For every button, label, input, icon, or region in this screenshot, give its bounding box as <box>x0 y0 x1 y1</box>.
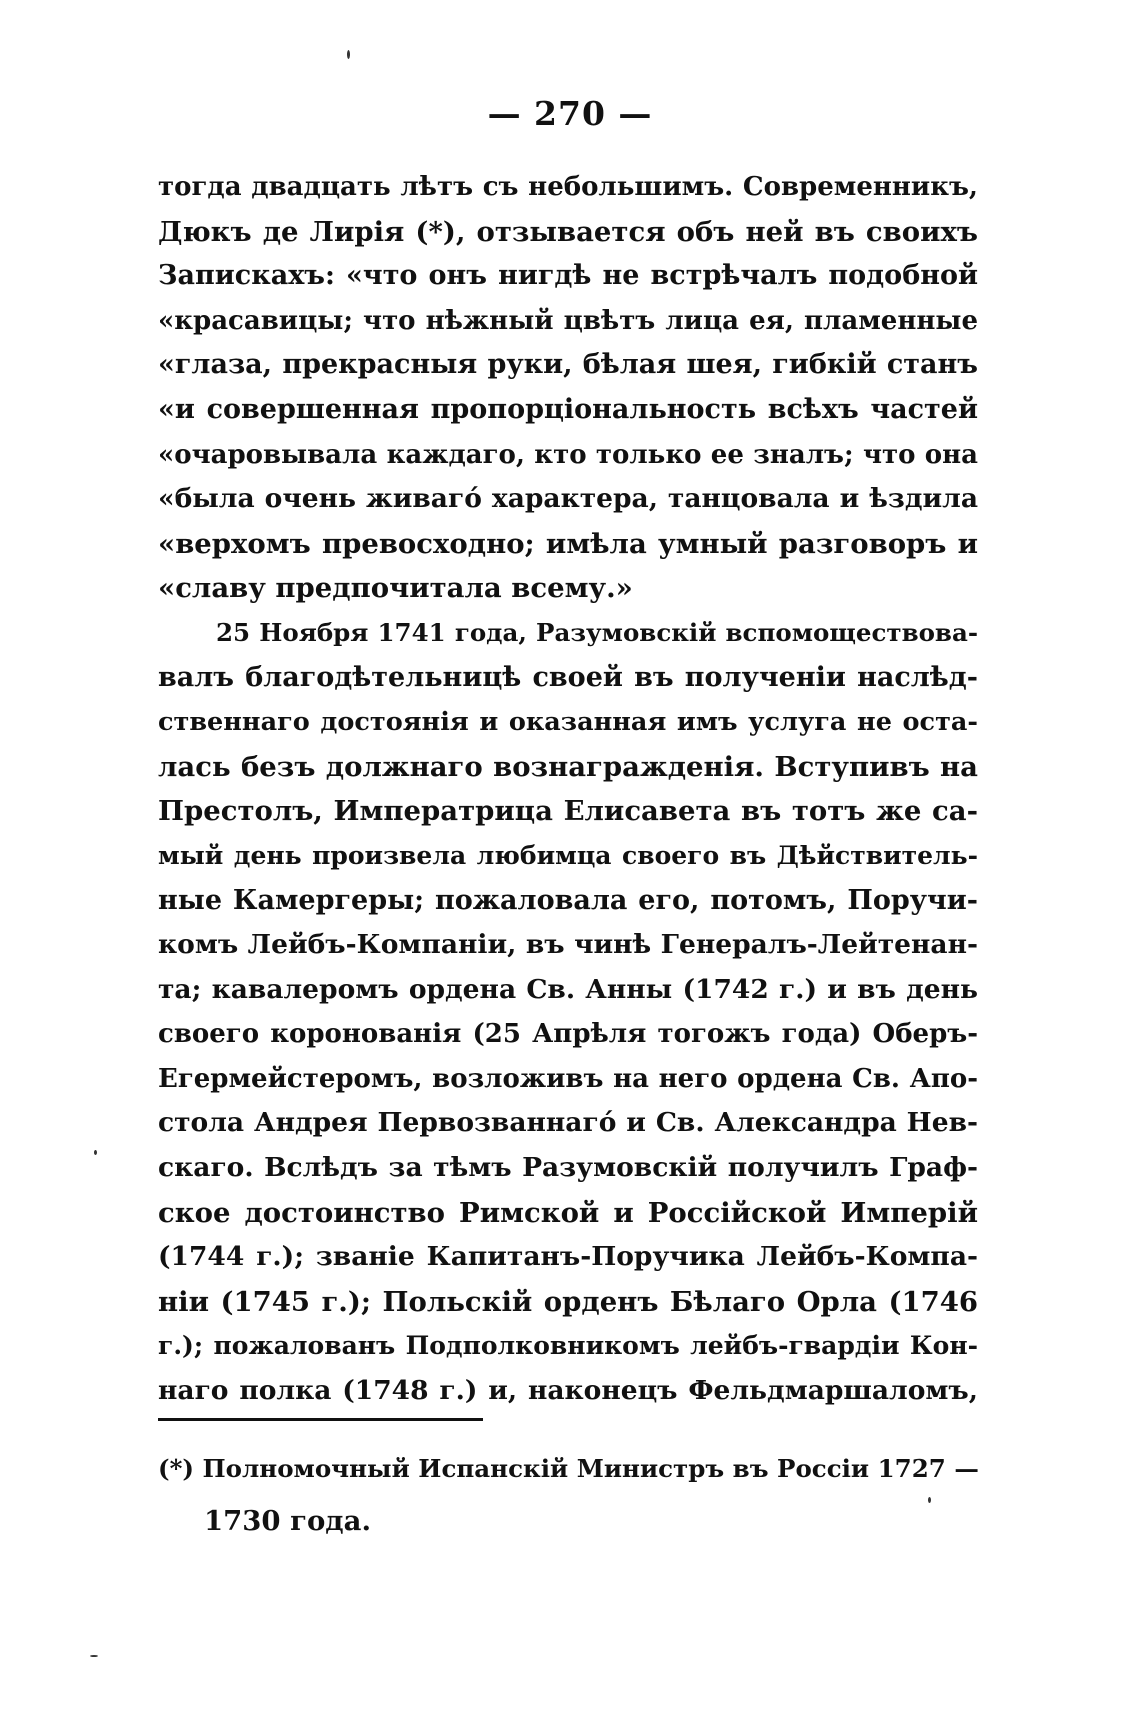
text-line: ственнаго достоянія и оказанная имъ услуга не оста- <box>158 707 978 738</box>
text-line: валъ благодѣтельницѣ своей въ полученіи наслѣд- <box>158 661 978 693</box>
text-line: лась безъ должнаго вознагражденія. Вступивъ на <box>158 750 978 783</box>
footnote-divider <box>158 1418 483 1421</box>
scan-speck <box>928 1497 931 1503</box>
text-line: г.); пожалованъ Подполковникомъ лейбъ-гвардіи Кон- <box>158 1331 978 1361</box>
text-line: 25 Ноября 1741 года, Разумовскій вспомоществова- <box>216 617 978 647</box>
scan-speck <box>347 50 350 59</box>
page-number: — 270 — <box>487 94 653 133</box>
text-line: мый день произвела любимца своего въ Дѣйствитель- <box>158 840 978 870</box>
text-line: тогда двадцать лѣтъ съ небольшимъ. Современникъ, <box>158 172 978 202</box>
text-line: «глаза, прекрасныя руки, бѣлая шея, гибкій станъ <box>158 349 978 381</box>
text-line: Запискахъ: «что онъ нигдѣ не встрѣчалъ подобной <box>158 260 978 292</box>
text-line: ніи (1745 г.); Польскій орденъ Бѣлаго Орла (1746 <box>158 1285 978 1318</box>
body-text <box>158 165 978 1414</box>
text-line: своего коронованія (25 Апрѣля тогожъ года) Оберъ- <box>158 1019 978 1050</box>
footnote-line: 1730 года. <box>204 1505 372 1537</box>
footnote-line: (*) Полномочный Испанскій Министръ въ Россіи 1727 — <box>158 1454 979 1483</box>
text-line: комъ Лейбъ-Компаніи, въ чинѣ Генералъ-Лейтенан- <box>158 929 978 961</box>
text-line: ные Камергеры; пожаловала его, потомъ, Поручи- <box>158 884 978 916</box>
text-line: (1744 г.); званіе Капитанъ-Поручика Лейбъ-Компа- <box>158 1241 978 1273</box>
text-line: «верхомъ превосходно; имѣла умный разговоръ и <box>158 527 978 560</box>
text-line: «была очень живагó характера, танцовала и ѣздила <box>158 483 978 515</box>
text-line: «и совершенная пропорціональность всѣхъ частей <box>158 393 978 425</box>
text-line: Егермейстеромъ, возложивъ на него ордена Св. Апо- <box>158 1063 978 1094</box>
text-line: ское достоинство Римской и Россійской Имперій <box>158 1196 978 1229</box>
text-line: Престолъ, Императрица Елисавета въ тотъ же са- <box>158 795 978 828</box>
text-line: стола Андрея Первозваннагó и Св. Александра Нев- <box>158 1107 978 1139</box>
text-line: «красавицы; что нѣжный цвѣтъ лица ея, пламенные <box>158 305 978 336</box>
text-line: Дюкъ де Лирія (*), отзывается объ ней въ своихъ <box>158 215 978 248</box>
text-line: «славу предпочитала всему.» <box>158 572 633 605</box>
footnote <box>158 1443 978 1547</box>
text-line: наго полка (1748 г.) и, наконецъ Фельдмаршаломъ, <box>158 1375 978 1407</box>
scan-speck <box>90 1655 98 1657</box>
text-line: «очаровывала каждаго, кто только ее зналъ; что она <box>158 439 978 470</box>
text-line: скаго. Вслѣдъ за тѣмъ Разумовскій получилъ Граф- <box>158 1152 978 1184</box>
text-line: та; кавалеромъ ордена Св. Анны (1742 г.) и въ день <box>158 973 978 1005</box>
scan-speck <box>94 1150 97 1155</box>
